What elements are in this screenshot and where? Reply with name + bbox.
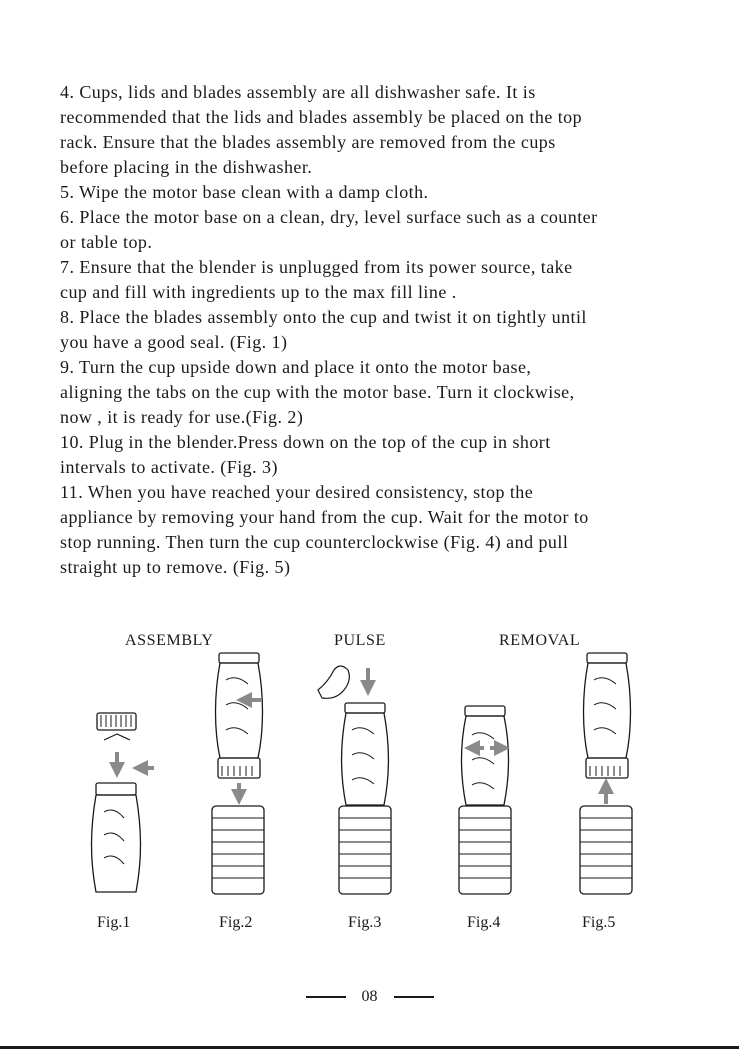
fig2-motor-base-icon <box>212 806 264 894</box>
fig3-label: Fig.3 <box>348 914 382 931</box>
fig3-blender-icon <box>339 703 391 894</box>
fig5-cup-icon <box>584 653 631 778</box>
instruction-line: 4. Cups, lids and blades assembly are all dishwasher safe. It is <box>60 82 536 102</box>
fig1-blade-lid-icon <box>97 713 136 740</box>
section-label-removal: REMOVAL <box>499 632 581 649</box>
instruction-line: 9. Turn the cup upside down and place it onto the motor base, <box>60 357 532 377</box>
page-number-right-rule <box>394 996 434 998</box>
instruction-line: before placing in the dishwasher. <box>60 157 313 177</box>
fig1-cup-icon <box>92 783 141 892</box>
section-label-assembly: ASSEMBLY <box>125 632 214 649</box>
fig4-blender-icon <box>459 706 511 894</box>
instruction-line: straight up to remove. (Fig. 5) <box>60 557 291 577</box>
blender-illustrations <box>0 640 739 910</box>
fig2-cup-inverted-icon <box>216 653 263 778</box>
instruction-line: 6. Place the motor base on a clean, dry, level surface such as a counter <box>60 207 598 227</box>
instruction-line: or table top. <box>60 232 153 252</box>
fig4-label: Fig.4 <box>467 914 501 931</box>
section-label-pulse: PULSE <box>334 632 386 649</box>
instruction-line: 10. Plug in the blender.Press down on the top of the cup in short <box>60 432 551 452</box>
instruction-line: stop running. Then turn the cup counterclockwise (Fig. 4) and pull <box>60 532 569 552</box>
fig5-motor-base-icon <box>580 806 632 894</box>
instruction-line: cup and fill with ingredients up to the max fill line . <box>60 282 457 302</box>
fig2-label: Fig.2 <box>219 914 253 931</box>
instruction-line: aligning the tabs on the cup with the motor base. Turn it clockwise, <box>60 382 575 402</box>
instruction-line: 7. Ensure that the blender is unplugged from its power source, take <box>60 257 573 277</box>
instruction-line: you have a good seal. (Fig. 1) <box>60 332 288 352</box>
instruction-line: appliance by removing your hand from the cup. Wait for the motor to <box>60 507 589 527</box>
page-number-left-rule <box>306 996 346 998</box>
page-number <box>0 988 739 1006</box>
instruction-line: 5. Wipe the motor base clean with a damp cloth. <box>60 182 429 202</box>
fig1-label: Fig.1 <box>97 914 131 931</box>
page-number-text: 08 <box>361 988 378 1005</box>
fig3-hand-icon <box>318 666 349 698</box>
instruction-line: recommended that the lids and blades assembly be placed on the top <box>60 107 583 127</box>
instruction-line: 8. Place the blades assembly onto the cup and twist it on tightly until <box>60 307 587 327</box>
instruction-line: 11. When you have reached your desired consistency, stop the <box>60 482 534 502</box>
instruction-line: intervals to activate. (Fig. 3) <box>60 457 278 477</box>
instruction-line: now , it is ready for use.(Fig. 2) <box>60 407 304 427</box>
instruction-line: rack. Ensure that the blades assembly are removed from the cups <box>60 132 556 152</box>
fig5-label: Fig.5 <box>582 914 616 931</box>
